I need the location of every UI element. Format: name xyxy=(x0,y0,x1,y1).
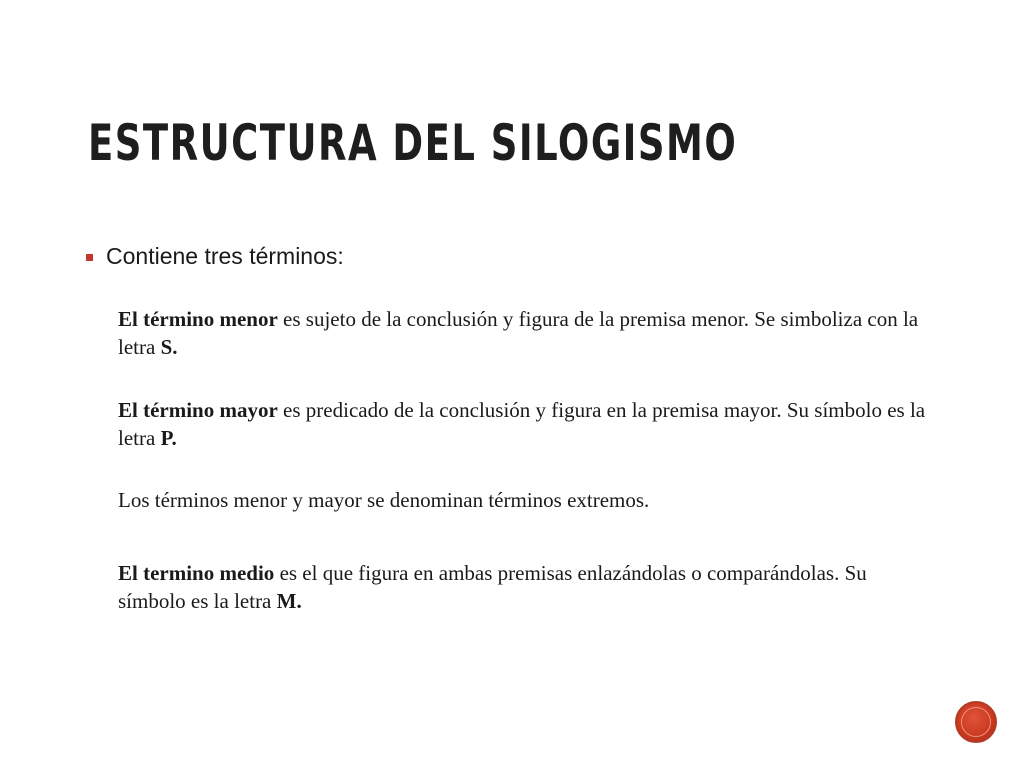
term-label: El termino medio xyxy=(118,561,275,585)
term-description: es sujeto de la conclusión y figura de la premisa menor. Se simboliza con la letra xyxy=(118,307,919,359)
bullet-item xyxy=(86,243,344,270)
red-circle-nav-icon[interactable] xyxy=(955,701,997,743)
square-bullet-icon xyxy=(86,254,93,261)
term-description: es predicado de la conclusión y figura en la premisa mayor. Su símbolo es la letra xyxy=(118,398,926,450)
paragraph-termino-mayor xyxy=(118,396,938,452)
paragraph-terminos-extremos xyxy=(118,486,938,514)
paragraph-termino-menor xyxy=(118,305,938,361)
term-description: Los términos menor y mayor se denominan términos extremos. xyxy=(118,488,650,512)
term-symbol: P. xyxy=(160,426,177,450)
term-label: El término mayor xyxy=(118,398,278,422)
term-label: El término menor xyxy=(118,307,278,331)
term-symbol: M. xyxy=(276,589,302,613)
term-symbol: S. xyxy=(160,335,178,359)
slide-title: ESTRUCTURA DEL SILOGISMO xyxy=(88,114,738,172)
term-description: es el que figura en ambas premisas enlazándolas o comparándolas. Su símbolo es la letra xyxy=(118,561,867,613)
bullet-text: Contiene tres términos: xyxy=(106,243,344,269)
paragraph-termino-medio xyxy=(118,559,938,615)
